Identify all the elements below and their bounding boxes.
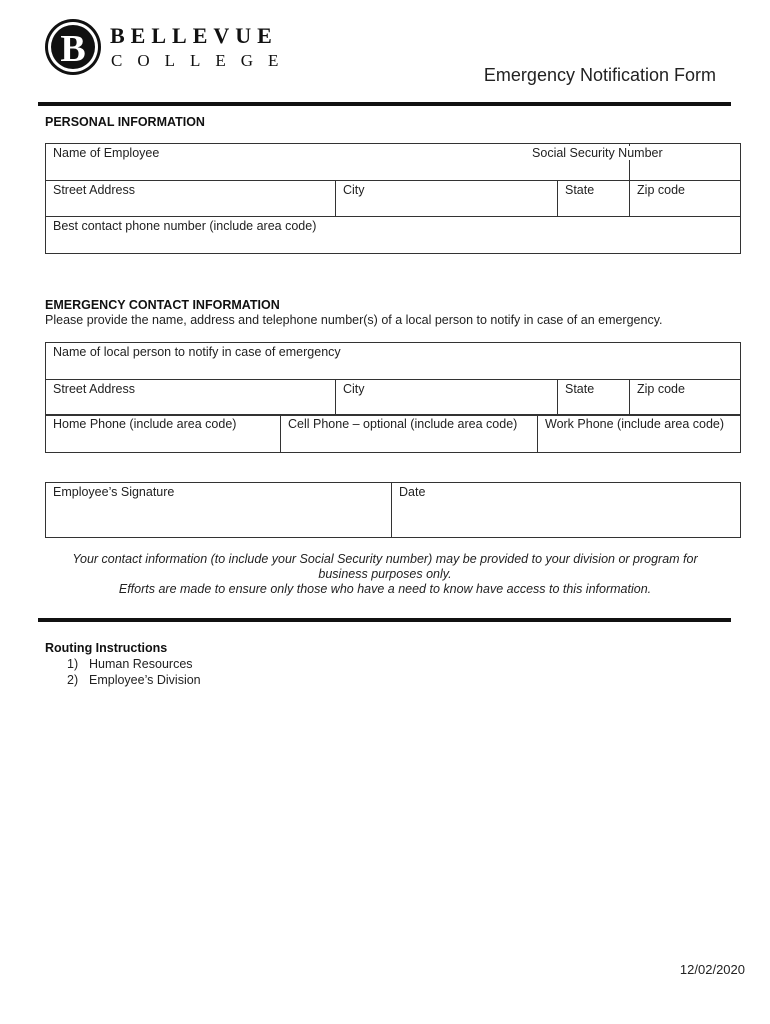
logo-letter: B	[60, 28, 86, 70]
routing-item-number: 2)	[67, 673, 79, 687]
emergency-zip-label: Zip code	[637, 382, 685, 396]
routing-title: Routing Instructions	[45, 641, 168, 655]
city-field[interactable]	[336, 181, 558, 217]
emergency-street-label: Street Address	[53, 382, 135, 396]
emergency-city-field[interactable]	[336, 380, 558, 416]
emergency-state-field[interactable]	[558, 380, 630, 416]
zip-field[interactable]	[630, 181, 741, 217]
employee-signature-label: Employee’s Signature	[53, 485, 175, 499]
signature-date-field[interactable]	[392, 483, 741, 538]
cell-phone-label: Cell Phone – optional (include area code)	[288, 417, 518, 431]
street-address-field[interactable]	[46, 181, 336, 217]
contact-phone-label: Best contact phone number (include area code)	[53, 219, 317, 233]
ssn-label: Social Security Number	[528, 146, 667, 160]
home-phone-label: Home Phone (include area code)	[53, 417, 237, 431]
revision-date: 12/02/2020	[679, 962, 745, 977]
home-phone-field[interactable]	[46, 415, 281, 453]
signature-date-label: Date	[399, 485, 426, 499]
local-contact-name-label: Name of local person to notify in case of emergency	[53, 345, 341, 359]
signature-table	[45, 482, 741, 538]
logo-emblem	[44, 17, 106, 79]
emergency-city-label: City	[343, 382, 365, 396]
routing-item-label: Human Resources	[89, 657, 193, 671]
work-phone-label: Work Phone (include area code)	[545, 417, 725, 431]
header-divider	[38, 102, 731, 106]
footer-divider	[38, 618, 731, 622]
privacy-notice-line-1: Your contact information (to include your Social Security number) may be provided to your division or program for	[72, 552, 698, 566]
zip-label: Zip code	[637, 183, 685, 197]
list-item	[67, 672, 201, 688]
local-contact-name-field[interactable]	[46, 343, 741, 380]
routing-item-label: Employee’s Division	[89, 673, 201, 687]
emergency-street-field[interactable]	[46, 380, 336, 416]
emergency-zip-field[interactable]	[630, 380, 741, 416]
emergency-phone-table	[45, 414, 741, 453]
privacy-notice-line-3: Efforts are made to ensure only those who have a need to know have access to this information.	[118, 582, 652, 596]
employee-name-label: Name of Employee	[53, 146, 160, 160]
state-label: State	[565, 183, 595, 197]
routing-list	[67, 656, 201, 688]
privacy-notice	[45, 552, 725, 597]
logo-line-2: COLLEGE	[111, 51, 294, 70]
emergency-contact-heading: EMERGENCY CONTACT INFORMATION	[45, 298, 280, 312]
emergency-contact-table	[45, 342, 741, 416]
logo-line-1: BELLEVUE	[110, 23, 278, 48]
city-label: City	[343, 183, 365, 197]
contact-phone-field[interactable]	[46, 217, 741, 254]
street-address-label: Street Address	[53, 183, 135, 197]
privacy-notice-line-2: business purposes only.	[318, 567, 452, 581]
employee-signature-field[interactable]	[46, 483, 392, 538]
routing-item-number: 1)	[67, 657, 79, 671]
state-field[interactable]	[558, 181, 630, 217]
personal-info-table	[45, 143, 741, 254]
emergency-state-label: State	[565, 382, 595, 396]
personal-info-heading: PERSONAL INFORMATION	[45, 115, 205, 129]
cell-phone-field[interactable]	[281, 415, 538, 453]
work-phone-field[interactable]	[538, 415, 741, 453]
college-logo	[44, 17, 304, 79]
ssn-field[interactable]	[532, 144, 741, 181]
emergency-contact-description: Please provide the name, address and telephone number(s) of a local person to notify in case of an emergency.	[45, 313, 663, 327]
form-title: Emergency Notification Form	[483, 65, 716, 85]
list-item	[67, 656, 201, 672]
